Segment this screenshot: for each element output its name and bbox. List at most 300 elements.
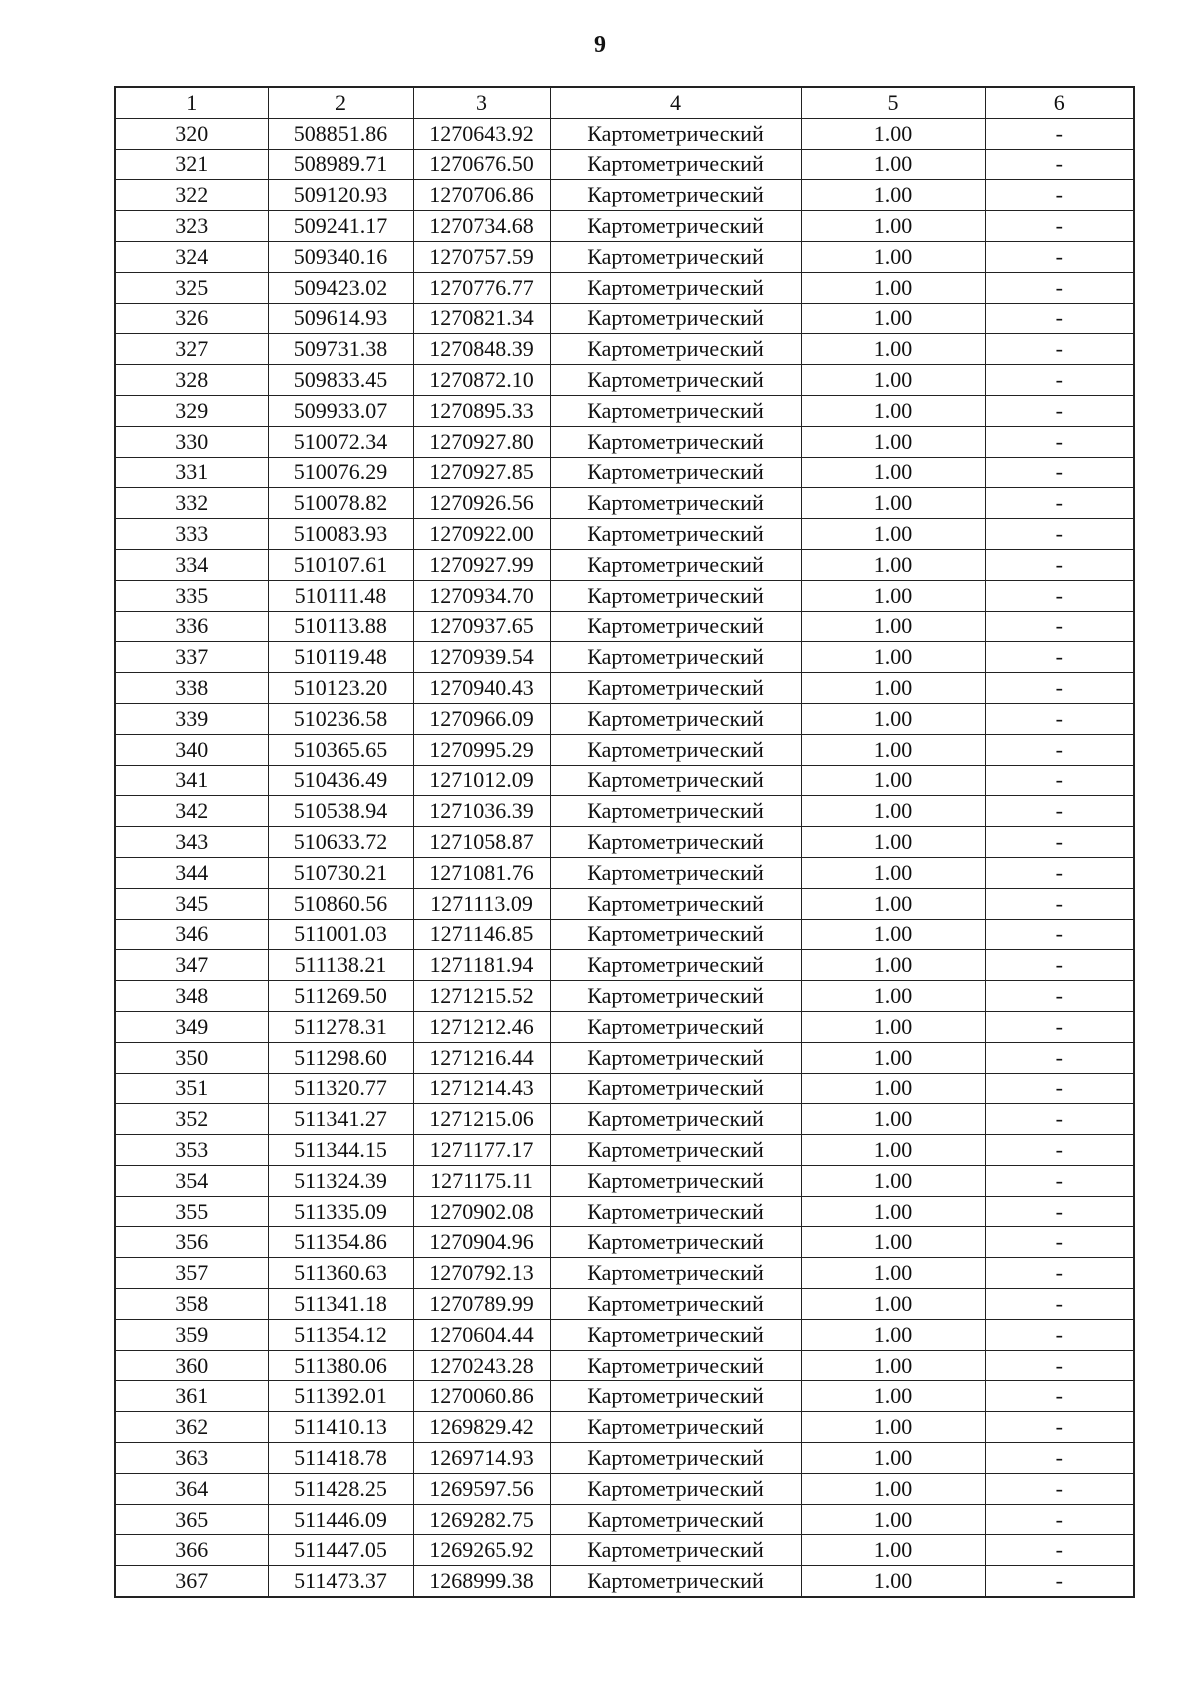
method-cell: Картометрический xyxy=(550,611,801,642)
y-coordinate-cell: 1270676.50 xyxy=(413,149,550,180)
point-number-cell: 324 xyxy=(115,241,268,272)
table-row xyxy=(115,580,1134,611)
accuracy-cell: 1.00 xyxy=(801,1473,985,1504)
x-coordinate-cell: 511418.78 xyxy=(268,1443,413,1474)
table-row xyxy=(115,796,1134,827)
point-number-cell: 329 xyxy=(115,395,268,426)
accuracy-cell: 1.00 xyxy=(801,673,985,704)
table-row xyxy=(115,1319,1134,1350)
note-cell: - xyxy=(985,580,1134,611)
x-coordinate-cell: 511446.09 xyxy=(268,1504,413,1535)
y-coordinate-cell: 1271113.09 xyxy=(413,888,550,919)
method-cell: Картометрический xyxy=(550,118,801,149)
point-number-cell: 328 xyxy=(115,365,268,396)
column-header: 2 xyxy=(268,87,413,118)
y-coordinate-cell: 1270789.99 xyxy=(413,1289,550,1320)
x-coordinate-cell: 510730.21 xyxy=(268,857,413,888)
note-cell: - xyxy=(985,1196,1134,1227)
accuracy-cell: 1.00 xyxy=(801,642,985,673)
note-cell: - xyxy=(985,272,1134,303)
method-cell: Картометрический xyxy=(550,1412,801,1443)
method-cell: Картометрический xyxy=(550,950,801,981)
method-cell: Картометрический xyxy=(550,734,801,765)
x-coordinate-cell: 510076.29 xyxy=(268,457,413,488)
method-cell: Картометрический xyxy=(550,1504,801,1535)
x-coordinate-cell: 510078.82 xyxy=(268,488,413,519)
method-cell: Картометрический xyxy=(550,457,801,488)
table-row xyxy=(115,519,1134,550)
accuracy-cell: 1.00 xyxy=(801,888,985,919)
point-number-cell: 349 xyxy=(115,1011,268,1042)
note-cell: - xyxy=(985,211,1134,242)
method-cell: Картометрический xyxy=(550,888,801,919)
y-coordinate-cell: 1271058.87 xyxy=(413,827,550,858)
note-cell: - xyxy=(985,1227,1134,1258)
note-cell: - xyxy=(985,796,1134,827)
accuracy-cell: 1.00 xyxy=(801,241,985,272)
table-row xyxy=(115,549,1134,580)
note-cell: - xyxy=(985,611,1134,642)
point-number-cell: 366 xyxy=(115,1535,268,1566)
table-row xyxy=(115,1473,1134,1504)
accuracy-cell: 1.00 xyxy=(801,1566,985,1597)
y-coordinate-cell: 1270734.68 xyxy=(413,211,550,242)
method-cell: Картометрический xyxy=(550,796,801,827)
point-number-cell: 346 xyxy=(115,919,268,950)
table-row xyxy=(115,1135,1134,1166)
point-number-cell: 338 xyxy=(115,673,268,704)
x-coordinate-cell: 511410.13 xyxy=(268,1412,413,1443)
point-number-cell: 343 xyxy=(115,827,268,858)
method-cell: Картометрический xyxy=(550,1104,801,1135)
accuracy-cell: 1.00 xyxy=(801,1319,985,1350)
table-row xyxy=(115,1073,1134,1104)
point-number-cell: 336 xyxy=(115,611,268,642)
accuracy-cell: 1.00 xyxy=(801,919,985,950)
note-cell: - xyxy=(985,149,1134,180)
table-row xyxy=(115,1011,1134,1042)
point-number-cell: 342 xyxy=(115,796,268,827)
method-cell: Картометрический xyxy=(550,149,801,180)
note-cell: - xyxy=(985,950,1134,981)
y-coordinate-cell: 1270792.13 xyxy=(413,1258,550,1289)
table-header xyxy=(115,87,1134,118)
table-row xyxy=(115,457,1134,488)
note-cell: - xyxy=(985,1381,1134,1412)
note-cell: - xyxy=(985,180,1134,211)
accuracy-cell: 1.00 xyxy=(801,1135,985,1166)
y-coordinate-cell: 1270937.65 xyxy=(413,611,550,642)
note-cell: - xyxy=(985,519,1134,550)
column-header: 5 xyxy=(801,87,985,118)
note-cell: - xyxy=(985,395,1134,426)
point-number-cell: 355 xyxy=(115,1196,268,1227)
y-coordinate-cell: 1270922.00 xyxy=(413,519,550,550)
y-coordinate-cell: 1269282.75 xyxy=(413,1504,550,1535)
table-row xyxy=(115,303,1134,334)
method-cell: Картометрический xyxy=(550,1011,801,1042)
table-row xyxy=(115,1042,1134,1073)
x-coordinate-cell: 510436.49 xyxy=(268,765,413,796)
note-cell: - xyxy=(985,1443,1134,1474)
x-coordinate-cell: 511392.01 xyxy=(268,1381,413,1412)
column-header: 1 xyxy=(115,87,268,118)
note-cell: - xyxy=(985,703,1134,734)
table-row xyxy=(115,365,1134,396)
accuracy-cell: 1.00 xyxy=(801,950,985,981)
note-cell: - xyxy=(985,457,1134,488)
accuracy-cell: 1.00 xyxy=(801,426,985,457)
accuracy-cell: 1.00 xyxy=(801,303,985,334)
method-cell: Картометрический xyxy=(550,1566,801,1597)
y-coordinate-cell: 1271175.11 xyxy=(413,1165,550,1196)
point-number-cell: 353 xyxy=(115,1135,268,1166)
x-coordinate-cell: 510236.58 xyxy=(268,703,413,734)
x-coordinate-cell: 510113.88 xyxy=(268,611,413,642)
y-coordinate-cell: 1271216.44 xyxy=(413,1042,550,1073)
x-coordinate-cell: 510119.48 xyxy=(268,642,413,673)
method-cell: Картометрический xyxy=(550,703,801,734)
y-coordinate-cell: 1271215.52 xyxy=(413,981,550,1012)
method-cell: Картометрический xyxy=(550,303,801,334)
method-cell: Картометрический xyxy=(550,334,801,365)
point-number-cell: 347 xyxy=(115,950,268,981)
point-number-cell: 337 xyxy=(115,642,268,673)
point-number-cell: 332 xyxy=(115,488,268,519)
accuracy-cell: 1.00 xyxy=(801,1412,985,1443)
accuracy-cell: 1.00 xyxy=(801,488,985,519)
x-coordinate-cell: 511001.03 xyxy=(268,919,413,950)
table-row xyxy=(115,611,1134,642)
method-cell: Картометрический xyxy=(550,211,801,242)
x-coordinate-cell: 511324.39 xyxy=(268,1165,413,1196)
y-coordinate-cell: 1269714.93 xyxy=(413,1443,550,1474)
table-row xyxy=(115,272,1134,303)
table-row xyxy=(115,827,1134,858)
table-row xyxy=(115,1258,1134,1289)
note-cell: - xyxy=(985,1258,1134,1289)
method-cell: Картометрический xyxy=(550,1381,801,1412)
accuracy-cell: 1.00 xyxy=(801,1289,985,1320)
accuracy-cell: 1.00 xyxy=(801,211,985,242)
table-row xyxy=(115,1227,1134,1258)
point-number-cell: 365 xyxy=(115,1504,268,1535)
note-cell: - xyxy=(985,1412,1134,1443)
table-row xyxy=(115,488,1134,519)
x-coordinate-cell: 509731.38 xyxy=(268,334,413,365)
table-row xyxy=(115,1566,1134,1597)
y-coordinate-cell: 1270939.54 xyxy=(413,642,550,673)
table-row xyxy=(115,426,1134,457)
accuracy-cell: 1.00 xyxy=(801,734,985,765)
x-coordinate-cell: 511360.63 xyxy=(268,1258,413,1289)
y-coordinate-cell: 1271036.39 xyxy=(413,796,550,827)
note-cell: - xyxy=(985,1104,1134,1135)
accuracy-cell: 1.00 xyxy=(801,1350,985,1381)
method-cell: Картометрический xyxy=(550,1473,801,1504)
accuracy-cell: 1.00 xyxy=(801,549,985,580)
point-number-cell: 367 xyxy=(115,1566,268,1597)
x-coordinate-cell: 511320.77 xyxy=(268,1073,413,1104)
table-row xyxy=(115,1289,1134,1320)
point-number-cell: 321 xyxy=(115,149,268,180)
x-coordinate-cell: 511298.60 xyxy=(268,1042,413,1073)
point-number-cell: 335 xyxy=(115,580,268,611)
note-cell: - xyxy=(985,919,1134,950)
note-cell: - xyxy=(985,888,1134,919)
table-row xyxy=(115,950,1134,981)
x-coordinate-cell: 508851.86 xyxy=(268,118,413,149)
y-coordinate-cell: 1270904.96 xyxy=(413,1227,550,1258)
method-cell: Картометрический xyxy=(550,765,801,796)
x-coordinate-cell: 510111.48 xyxy=(268,580,413,611)
point-number-cell: 357 xyxy=(115,1258,268,1289)
note-cell: - xyxy=(985,488,1134,519)
point-number-cell: 362 xyxy=(115,1412,268,1443)
method-cell: Картометрический xyxy=(550,1196,801,1227)
note-cell: - xyxy=(985,857,1134,888)
point-number-cell: 363 xyxy=(115,1443,268,1474)
x-coordinate-cell: 509120.93 xyxy=(268,180,413,211)
note-cell: - xyxy=(985,1350,1134,1381)
method-cell: Картометрический xyxy=(550,1042,801,1073)
page-number: 9 xyxy=(594,32,606,58)
y-coordinate-cell: 1270821.34 xyxy=(413,303,550,334)
x-coordinate-cell: 509833.45 xyxy=(268,365,413,396)
note-cell: - xyxy=(985,1011,1134,1042)
x-coordinate-cell: 511335.09 xyxy=(268,1196,413,1227)
table-row xyxy=(115,149,1134,180)
y-coordinate-cell: 1270927.85 xyxy=(413,457,550,488)
note-cell: - xyxy=(985,1289,1134,1320)
accuracy-cell: 1.00 xyxy=(801,703,985,734)
table-row xyxy=(115,1443,1134,1474)
accuracy-cell: 1.00 xyxy=(801,1504,985,1535)
note-cell: - xyxy=(985,334,1134,365)
table-row xyxy=(115,1504,1134,1535)
accuracy-cell: 1.00 xyxy=(801,1443,985,1474)
note-cell: - xyxy=(985,1319,1134,1350)
table-body xyxy=(115,118,1134,1597)
table-row xyxy=(115,981,1134,1012)
note-cell: - xyxy=(985,1135,1134,1166)
y-coordinate-cell: 1270604.44 xyxy=(413,1319,550,1350)
point-number-cell: 330 xyxy=(115,426,268,457)
point-number-cell: 358 xyxy=(115,1289,268,1320)
note-cell: - xyxy=(985,1535,1134,1566)
y-coordinate-cell: 1271212.46 xyxy=(413,1011,550,1042)
accuracy-cell: 1.00 xyxy=(801,611,985,642)
method-cell: Картометрический xyxy=(550,1258,801,1289)
point-number-cell: 322 xyxy=(115,180,268,211)
x-coordinate-cell: 510633.72 xyxy=(268,827,413,858)
y-coordinate-cell: 1270966.09 xyxy=(413,703,550,734)
accuracy-cell: 1.00 xyxy=(801,1073,985,1104)
method-cell: Картометрический xyxy=(550,365,801,396)
table-row xyxy=(115,1350,1134,1381)
x-coordinate-cell: 511138.21 xyxy=(268,950,413,981)
x-coordinate-cell: 511344.15 xyxy=(268,1135,413,1166)
accuracy-cell: 1.00 xyxy=(801,1011,985,1042)
y-coordinate-cell: 1270926.56 xyxy=(413,488,550,519)
y-coordinate-cell: 1271177.17 xyxy=(413,1135,550,1166)
accuracy-cell: 1.00 xyxy=(801,1104,985,1135)
note-cell: - xyxy=(985,1073,1134,1104)
x-coordinate-cell: 510365.65 xyxy=(268,734,413,765)
table-row xyxy=(115,395,1134,426)
y-coordinate-cell: 1270060.86 xyxy=(413,1381,550,1412)
y-coordinate-cell: 1271181.94 xyxy=(413,950,550,981)
table-row xyxy=(115,673,1134,704)
note-cell: - xyxy=(985,1042,1134,1073)
accuracy-cell: 1.00 xyxy=(801,395,985,426)
method-cell: Картометрический xyxy=(550,426,801,457)
y-coordinate-cell: 1270776.77 xyxy=(413,272,550,303)
method-cell: Картометрический xyxy=(550,1319,801,1350)
method-cell: Картометрический xyxy=(550,1535,801,1566)
point-number-cell: 334 xyxy=(115,549,268,580)
x-coordinate-cell: 511341.27 xyxy=(268,1104,413,1135)
accuracy-cell: 1.00 xyxy=(801,1165,985,1196)
method-cell: Картометрический xyxy=(550,395,801,426)
point-number-cell: 344 xyxy=(115,857,268,888)
table-row xyxy=(115,857,1134,888)
accuracy-cell: 1.00 xyxy=(801,1535,985,1566)
y-coordinate-cell: 1270927.99 xyxy=(413,549,550,580)
y-coordinate-cell: 1268999.38 xyxy=(413,1566,550,1597)
point-number-cell: 341 xyxy=(115,765,268,796)
y-coordinate-cell: 1269829.42 xyxy=(413,1412,550,1443)
accuracy-cell: 1.00 xyxy=(801,1258,985,1289)
y-coordinate-cell: 1269265.92 xyxy=(413,1535,550,1566)
table-row xyxy=(115,1412,1134,1443)
note-cell: - xyxy=(985,642,1134,673)
x-coordinate-cell: 510083.93 xyxy=(268,519,413,550)
accuracy-cell: 1.00 xyxy=(801,981,985,1012)
accuracy-cell: 1.00 xyxy=(801,519,985,550)
method-cell: Картометрический xyxy=(550,180,801,211)
accuracy-cell: 1.00 xyxy=(801,796,985,827)
point-number-cell: 331 xyxy=(115,457,268,488)
y-coordinate-cell: 1269597.56 xyxy=(413,1473,550,1504)
x-coordinate-cell: 511473.37 xyxy=(268,1566,413,1597)
accuracy-cell: 1.00 xyxy=(801,1196,985,1227)
y-coordinate-cell: 1270848.39 xyxy=(413,334,550,365)
y-coordinate-cell: 1271214.43 xyxy=(413,1073,550,1104)
x-coordinate-cell: 510538.94 xyxy=(268,796,413,827)
x-coordinate-cell: 511380.06 xyxy=(268,1350,413,1381)
point-number-cell: 364 xyxy=(115,1473,268,1504)
header-row xyxy=(115,87,1134,118)
method-cell: Картометрический xyxy=(550,919,801,950)
accuracy-cell: 1.00 xyxy=(801,580,985,611)
table-row xyxy=(115,888,1134,919)
method-cell: Картометрический xyxy=(550,519,801,550)
point-number-cell: 359 xyxy=(115,1319,268,1350)
point-number-cell: 352 xyxy=(115,1104,268,1135)
point-number-cell: 340 xyxy=(115,734,268,765)
method-cell: Картометрический xyxy=(550,488,801,519)
note-cell: - xyxy=(985,549,1134,580)
table-row xyxy=(115,241,1134,272)
accuracy-cell: 1.00 xyxy=(801,857,985,888)
column-header: 3 xyxy=(413,87,550,118)
note-cell: - xyxy=(985,827,1134,858)
note-cell: - xyxy=(985,426,1134,457)
y-coordinate-cell: 1270643.92 xyxy=(413,118,550,149)
x-coordinate-cell: 510123.20 xyxy=(268,673,413,704)
table-row xyxy=(115,334,1134,365)
y-coordinate-cell: 1270927.80 xyxy=(413,426,550,457)
table-row xyxy=(115,1104,1134,1135)
x-coordinate-cell: 511428.25 xyxy=(268,1473,413,1504)
method-cell: Картометрический xyxy=(550,1443,801,1474)
x-coordinate-cell: 509241.17 xyxy=(268,211,413,242)
method-cell: Картометрический xyxy=(550,827,801,858)
x-coordinate-cell: 511269.50 xyxy=(268,981,413,1012)
table-row xyxy=(115,919,1134,950)
point-number-cell: 339 xyxy=(115,703,268,734)
point-number-cell: 345 xyxy=(115,888,268,919)
method-cell: Картометрический xyxy=(550,1165,801,1196)
x-coordinate-cell: 508989.71 xyxy=(268,149,413,180)
y-coordinate-cell: 1270243.28 xyxy=(413,1350,550,1381)
y-coordinate-cell: 1270902.08 xyxy=(413,1196,550,1227)
method-cell: Картометрический xyxy=(550,857,801,888)
accuracy-cell: 1.00 xyxy=(801,334,985,365)
accuracy-cell: 1.00 xyxy=(801,118,985,149)
x-coordinate-cell: 510860.56 xyxy=(268,888,413,919)
x-coordinate-cell: 511278.31 xyxy=(268,1011,413,1042)
y-coordinate-cell: 1270757.59 xyxy=(413,241,550,272)
point-number-cell: 350 xyxy=(115,1042,268,1073)
method-cell: Картометрический xyxy=(550,272,801,303)
x-coordinate-cell: 510107.61 xyxy=(268,549,413,580)
method-cell: Картометрический xyxy=(550,1289,801,1320)
point-number-cell: 320 xyxy=(115,118,268,149)
x-coordinate-cell: 509614.93 xyxy=(268,303,413,334)
x-coordinate-cell: 509933.07 xyxy=(268,395,413,426)
table-row xyxy=(115,118,1134,149)
method-cell: Картометрический xyxy=(550,1135,801,1166)
point-number-cell: 351 xyxy=(115,1073,268,1104)
table-row xyxy=(115,1381,1134,1412)
point-number-cell: 333 xyxy=(115,519,268,550)
y-coordinate-cell: 1271012.09 xyxy=(413,765,550,796)
y-coordinate-cell: 1270940.43 xyxy=(413,673,550,704)
accuracy-cell: 1.00 xyxy=(801,827,985,858)
y-coordinate-cell: 1270934.70 xyxy=(413,580,550,611)
point-number-cell: 361 xyxy=(115,1381,268,1412)
y-coordinate-cell: 1271081.76 xyxy=(413,857,550,888)
point-number-cell: 326 xyxy=(115,303,268,334)
y-coordinate-cell: 1271146.85 xyxy=(413,919,550,950)
point-number-cell: 354 xyxy=(115,1165,268,1196)
method-cell: Картометрический xyxy=(550,981,801,1012)
y-coordinate-cell: 1270872.10 xyxy=(413,365,550,396)
y-coordinate-cell: 1270895.33 xyxy=(413,395,550,426)
note-cell: - xyxy=(985,241,1134,272)
x-coordinate-cell: 511447.05 xyxy=(268,1535,413,1566)
x-coordinate-cell: 511341.18 xyxy=(268,1289,413,1320)
accuracy-cell: 1.00 xyxy=(801,1381,985,1412)
table-row xyxy=(115,1535,1134,1566)
point-number-cell: 360 xyxy=(115,1350,268,1381)
accuracy-cell: 1.00 xyxy=(801,272,985,303)
x-coordinate-cell: 511354.12 xyxy=(268,1319,413,1350)
point-number-cell: 356 xyxy=(115,1227,268,1258)
method-cell: Картометрический xyxy=(550,549,801,580)
